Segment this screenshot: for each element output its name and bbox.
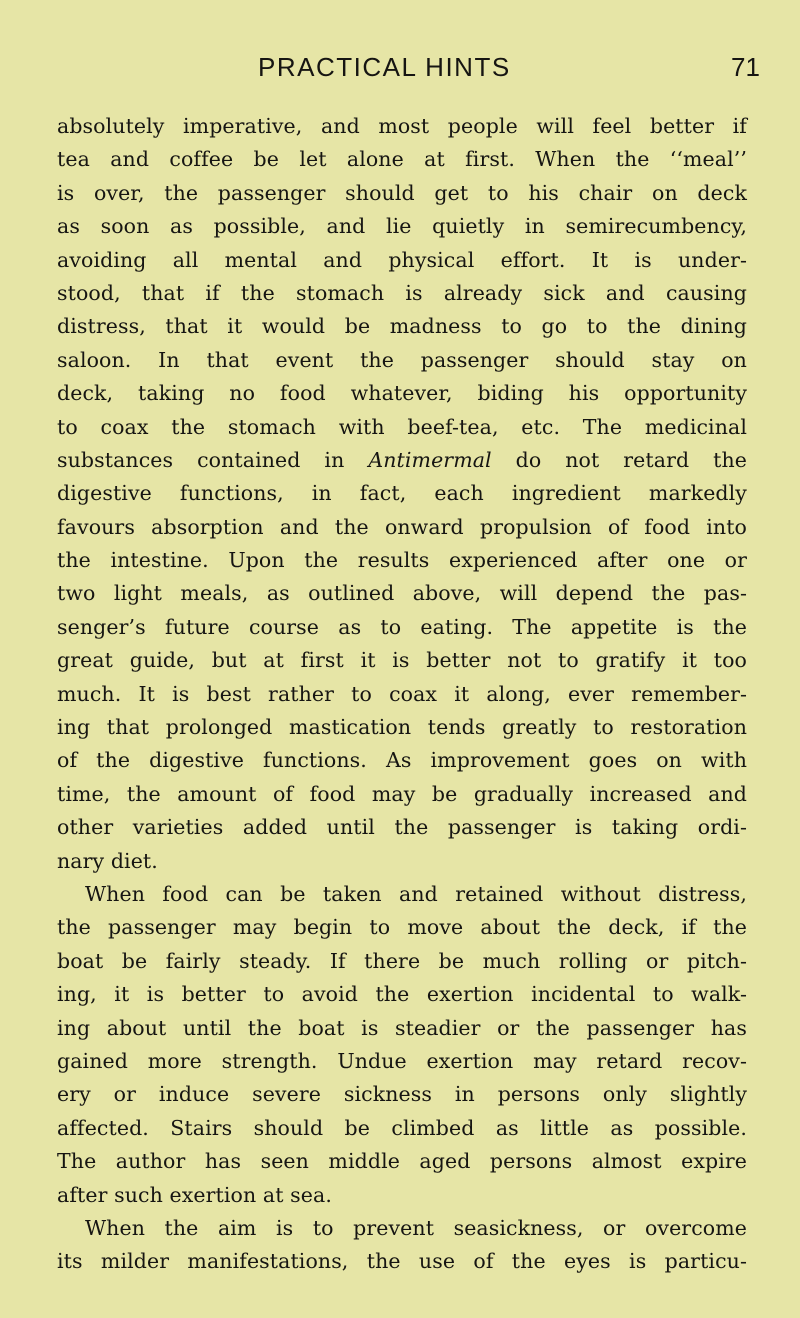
- text-line: to coax the stomach with beef-tea, etc. The medicinal: [57, 414, 747, 439]
- text-line: saloon. In that event the passenger should stay on: [57, 347, 747, 372]
- text-line: gained more strength. Undue exertion may retard recov-: [57, 1048, 747, 1073]
- text-line: absolutely imperative, and most people will feel better if: [57, 114, 747, 138]
- text-line: its milder manifestations, the use of the eyes is particu-: [57, 1249, 747, 1274]
- text-line: favours absorption and the onward propulsion of food into: [57, 514, 747, 539]
- text-line: time, the amount of food may be gradually increased and: [57, 781, 747, 806]
- text-line: ing about until the boat is steadier or the passenger has: [57, 1015, 747, 1040]
- text-line: is over, the passenger should get to his chair on deck: [57, 180, 747, 205]
- text-line: boat be fairly steady. If there be much rolling or pitch-: [57, 948, 747, 973]
- text-line: avoiding all mental and physical effort. It is under-: [57, 247, 747, 272]
- text-line: ery or induce severe sickness in persons only slightly: [57, 1082, 747, 1107]
- text-line: the intestine. Upon the results experienced after one or: [57, 548, 747, 573]
- text-line: distress, that it would be madness to go to the dining: [57, 314, 747, 339]
- text-line: other varieties added until the passenger is taking ordi-: [57, 815, 747, 840]
- text-line: two light meals, as outlined above, will depend the pas-: [57, 581, 747, 606]
- body-text: [57, 110, 747, 1279]
- text-line: The author has seen middle aged persons almost expire: [57, 1149, 747, 1174]
- text-line: much. It is best rather to coax it along, ever remember-: [57, 681, 747, 706]
- text-line: great guide, but at first it is better not to gratify it too: [57, 648, 747, 673]
- text-line: digestive functions, in fact, each ingredient markedly: [57, 481, 747, 506]
- line-text-before: substances contained in: [57, 447, 369, 472]
- text-line: affected. Stairs should be climbed as little as possible.: [57, 1115, 747, 1140]
- paragraph-last-line: after such exertion at sea.: [57, 1182, 332, 1207]
- text-line: the passenger may begin to move about the deck, if the: [57, 915, 747, 940]
- text-line: ing, it is better to avoid the exertion incidental to walk-: [57, 982, 747, 1007]
- text-line: tea and coffee be let alone at first. When the ‘‘meal’’: [57, 147, 747, 172]
- line-text-after: do not retard the: [491, 447, 747, 472]
- paragraph-first-line: When food can be taken and retained without distress,: [85, 881, 747, 906]
- text-line: deck, taking no food whatever, biding his opportunity: [57, 381, 747, 406]
- running-title: PRACTICAL HINTS: [258, 52, 511, 82]
- text-line: as soon as possible, and lie quietly in semirecumbency,: [57, 214, 747, 239]
- text-line: ing that prolonged mastication tends greatly to restoration: [57, 715, 747, 740]
- page-header: [0, 52, 800, 92]
- italic-product-name: Antimermal: [368, 447, 492, 472]
- text-line-with-italic: [57, 444, 747, 477]
- paragraph-first-line: When the aim is to prevent seasickness, or overcome: [85, 1215, 747, 1240]
- text-line: of the digestive functions. As improvement goes on with: [57, 748, 747, 773]
- text-line: senger’s future course as to eating. The appetite is the: [57, 614, 747, 639]
- page-number: 71: [731, 52, 760, 82]
- text-line: stood, that if the stomach is already sick and causing: [57, 280, 747, 305]
- paragraph-last-line: nary diet.: [57, 848, 158, 873]
